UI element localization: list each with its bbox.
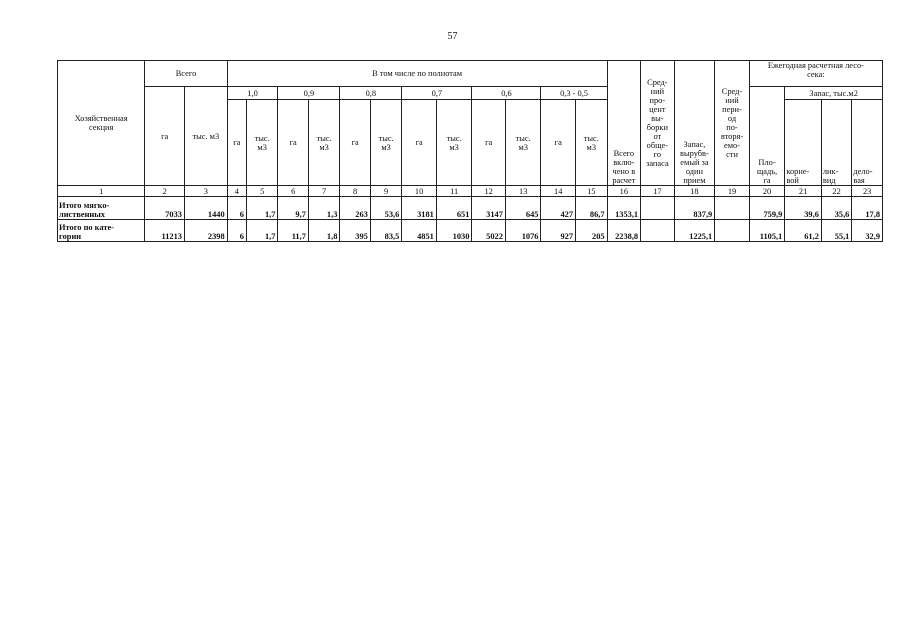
header-section: Хозяйственная секция — [58, 61, 145, 186]
header-area: Пло- щадь, га — [749, 87, 785, 186]
page-number: 57 — [447, 31, 458, 42]
header-m3: тыс. м3 — [246, 100, 277, 186]
cell: 837,9 — [674, 197, 715, 220]
cell: 7033 — [145, 197, 185, 220]
cell: 53,6 — [370, 197, 401, 220]
header-ga: га — [340, 100, 370, 186]
cell: 2398 — [184, 220, 227, 242]
column-number: 23 — [852, 186, 883, 197]
header-m3: тыс. м3 — [370, 100, 401, 186]
cell: 427 — [541, 197, 576, 220]
cell: 4851 — [402, 220, 437, 242]
header-density-2: 0,9 — [278, 87, 340, 100]
header-density-1: 1,0 — [227, 87, 278, 100]
column-number: 7 — [308, 186, 339, 197]
cell: 11213 — [145, 220, 185, 242]
column-number: 6 — [278, 186, 308, 197]
header-m3: тыс. м3 — [436, 100, 472, 186]
column-number: 14 — [541, 186, 576, 197]
cell: 1,7 — [246, 220, 277, 242]
cell: 39,6 — [785, 197, 822, 220]
cell: 927 — [541, 220, 576, 242]
row-label: Итого мягко- лиственных — [58, 197, 145, 220]
header-avg-period: Сред- ний пери- од по- вторя- емо- сти — [715, 61, 750, 186]
header-density-4: 0,7 — [402, 87, 472, 100]
table-row — [58, 197, 883, 220]
header-liquid: лик- вид — [821, 100, 851, 186]
column-number: 21 — [785, 186, 822, 197]
table-row — [58, 220, 883, 242]
column-number: 22 — [821, 186, 851, 197]
forest-calculation-table — [57, 60, 883, 242]
header-stock: Запас, тыс.м2 — [785, 87, 883, 100]
column-number: 5 — [246, 186, 277, 197]
cell — [715, 220, 750, 242]
cell: 17,8 — [852, 197, 883, 220]
header-m3: тыс. м3 — [308, 100, 339, 186]
cell: 86,7 — [576, 197, 608, 220]
cell — [641, 220, 675, 242]
column-number: 3 — [184, 186, 227, 197]
header-total-m3: тыс. м3 — [184, 87, 227, 186]
cell: 1030 — [436, 220, 472, 242]
cell: 645 — [505, 197, 541, 220]
column-number: 1 — [58, 186, 145, 197]
header-density-5: 0,6 — [472, 87, 541, 100]
cell: 1,3 — [308, 197, 339, 220]
cell: 1440 — [184, 197, 227, 220]
header-annual-cutting: Ежегодная расчетная лесо- сека: — [749, 61, 882, 87]
header-by-density: В том числе по полнотам — [227, 61, 607, 87]
cell — [715, 197, 750, 220]
header-ga: га — [278, 100, 308, 186]
cell: 263 — [340, 197, 370, 220]
cell: 3147 — [472, 197, 506, 220]
cell — [641, 197, 675, 220]
header-m3: тыс. м3 — [576, 100, 608, 186]
header-m3: тыс. м3 — [505, 100, 541, 186]
cell: 651 — [436, 197, 472, 220]
cell: 1105,1 — [749, 220, 785, 242]
header-avg-percent: Сред- ний про- цент вы- борки от обще- го запаса — [641, 61, 675, 186]
row-label: Итого по кате- гории — [58, 220, 145, 242]
cell: 3181 — [402, 197, 437, 220]
cell: 1076 — [505, 220, 541, 242]
column-number: 19 — [715, 186, 750, 197]
header-ga: га — [472, 100, 506, 186]
column-number: 18 — [674, 186, 715, 197]
cell: 9,7 — [278, 197, 308, 220]
cell: 32,9 — [852, 220, 883, 242]
column-number: 2 — [145, 186, 185, 197]
cell: 35,6 — [821, 197, 851, 220]
column-number: 12 — [472, 186, 506, 197]
cell: 55,1 — [821, 220, 851, 242]
header-ga: га — [402, 100, 437, 186]
cell: 1,7 — [246, 197, 277, 220]
column-number: 13 — [505, 186, 541, 197]
cell: 1,8 — [308, 220, 339, 242]
header-root: корне- вой — [785, 100, 822, 186]
column-number: 11 — [436, 186, 472, 197]
cell: 61,2 — [785, 220, 822, 242]
column-numbers-row — [58, 186, 883, 197]
cell: 1353,1 — [607, 197, 641, 220]
cell: 11,7 — [278, 220, 308, 242]
cell: 205 — [576, 220, 608, 242]
cell: 5022 — [472, 220, 506, 242]
header-business: дело- вая — [852, 100, 883, 186]
column-number: 15 — [576, 186, 608, 197]
cell: 6 — [227, 220, 246, 242]
cell: 2238,8 — [607, 220, 641, 242]
cell: 6 — [227, 197, 246, 220]
header-total-included: Всего вклю- чено в расчет — [607, 61, 641, 186]
header-ga: га — [541, 100, 576, 186]
cell: 1225,1 — [674, 220, 715, 242]
header-ga: га — [227, 100, 246, 186]
column-number: 8 — [340, 186, 370, 197]
header-stock-cut: Запас, вырубв- емый за один прием — [674, 61, 715, 186]
cell: 395 — [340, 220, 370, 242]
column-number: 9 — [370, 186, 401, 197]
cell: 83,5 — [370, 220, 401, 242]
header-density-3: 0,8 — [340, 87, 402, 100]
header-density-6: 0,3 - 0,5 — [541, 87, 607, 100]
header-total: Всего — [145, 61, 227, 87]
column-number: 17 — [641, 186, 675, 197]
header-total-ga: га — [145, 87, 185, 186]
column-number: 10 — [402, 186, 437, 197]
column-number: 16 — [607, 186, 641, 197]
cell: 759,9 — [749, 197, 785, 220]
column-number: 20 — [749, 186, 785, 197]
column-number: 4 — [227, 186, 246, 197]
